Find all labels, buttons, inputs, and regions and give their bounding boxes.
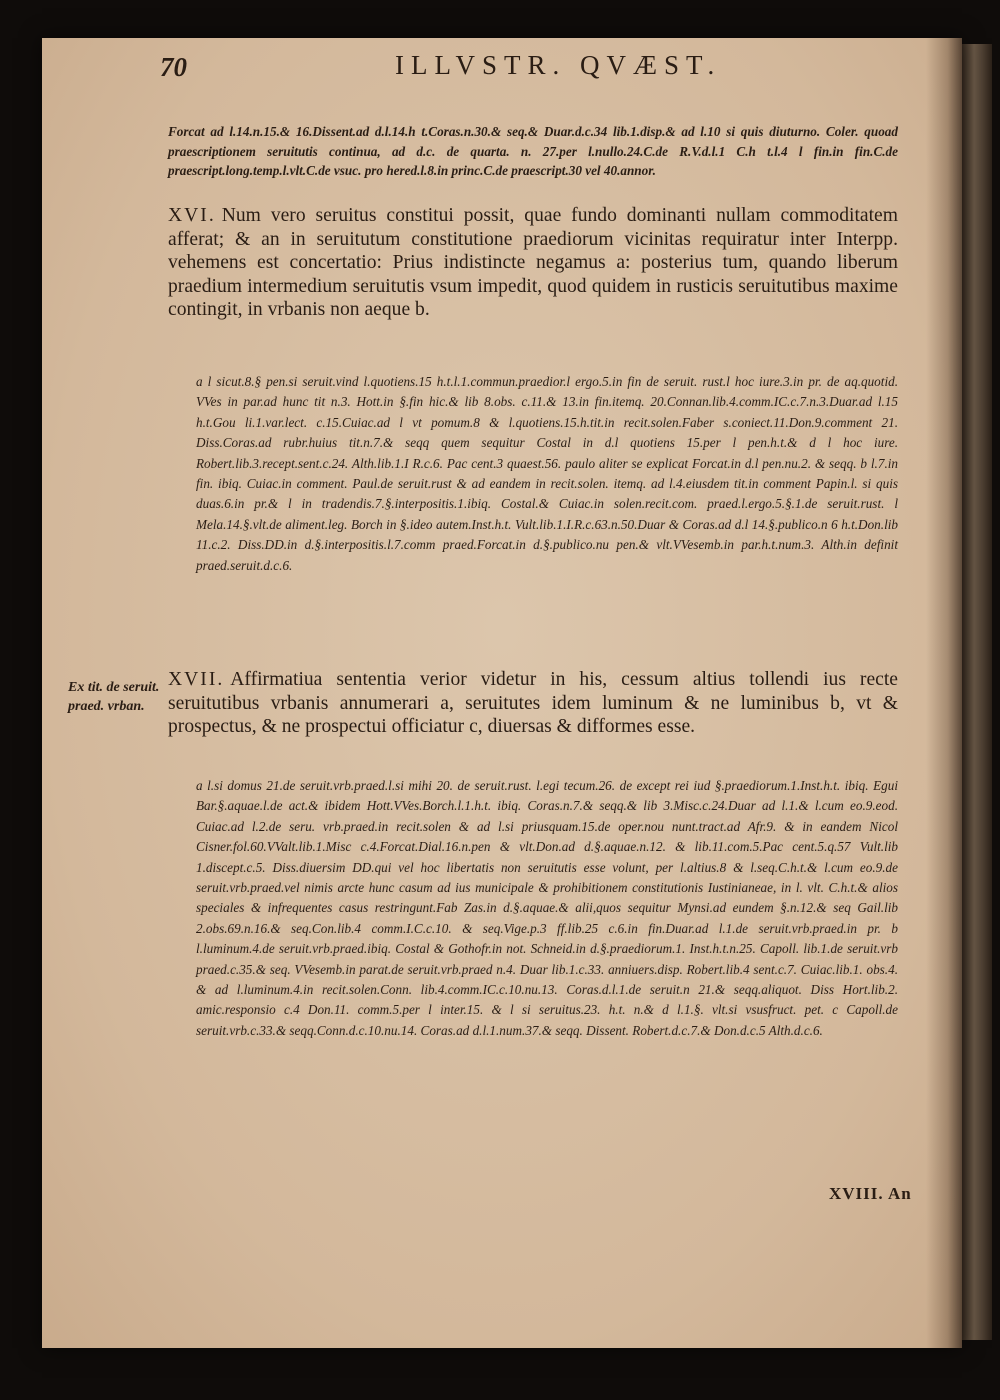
section-16-paragraph	[168, 204, 898, 322]
section-16	[168, 204, 898, 322]
continuation-notes: Forcat ad l.14.n.15.& 16.Dissent.ad d.l.14.h t.Coras.n.30.& seq.& Duar.d.c.34 lib.1.disp.& ad l.10 si quis diuturno. Coler. quoad praescriptionem seruitutis continua, ad d.c. de quarta. n. 27.per l.nullo.24.C.de R.V.d.l.1 C.h t.l.4 l fin.in fin.C.de praescript.long.temp.l.vlt.C.de vsuc. pro hered.l.8.in princ.C.de praescript.30 vel 40.annor.	[168, 124, 898, 179]
footnotes-16: a l sicut.8.§ pen.si seruit.vind l.quotiens.15 h.t.l.1.commun.praedior.l ergo.5.in fin de seruit. rust.l hoc iure.3.in pr. de aq.quotid. VVes in par.ad hunc tit n.3. Hott.in §.fin hic.& lib 8.obs. c.11.& 13.in fin.itemq. 20.Connan.lib.4.comm.IC.c.7.n.3.Duar.ad l.15 h.t.Gou li.1.var.lect. c.15.Cuiac.ad l vt pomum.8 & l.quotiens.15.h.tit.in recit.solen.Faber s.coniect.11.Don.9.comment 21. Diss.Coras.ad rubr.huius tit.n.7.& seqq quem sequitur Costal in d.l quotiens 15.per l pen.h.t.& d l hoc iure. Robert.lib.3.recept.sent.c.24. Alth.lib.1.I R.c.6. Pac cent.3 quaest.56. paulo aliter se explicat Forcat.in d.l pen.nu.2. & seqq. b l.7.in fin. ibiq. Cuiac.in comment. Paul.de seruit.rust & ad eandem in recit.solen. itemq. ad l.4.eiusdem tit.in comment Papin.l. si quis duas.6.in pr.& l in tradendis.7.§.interpositis.1.ibiq. Costal.& Cuiac.in solen.recit.com. praed.l.ergo.5.§.1.de seruit.rust. l Mela.14.§.vlt.de aliment.leg. Borch in §.ideo autem.Inst.h.t. Vult.lib.1.I.R.c.63.n.50.Duar & Coras.ad d.l 14.§.publico.n 6 h.t.Don.lib 11.c.2. Diss.DD.in d.§.interpositis.l.7.comm praed.Forcat.in d.§.publico.nu pen.& vlt.VVesemb.in par.h.t.num.3. Alth.in definit praed.seruit.d.c.6.	[196, 374, 898, 573]
footnotes-17: a l.si domus 21.de seruit.vrb.praed.l.si mihi 20. de seruit.rust. l.egi tecum.26. de except rei iud §.praediorum.1.Inst.h.t. ibiq. Egui Bar.§.aquae.l.de act.& ibidem Hott.VVes.Borch.l.1.h.t. ibiq. Coras.n.7.& seqq.& lib 3.Misc.c.24.Duar ad l.1.& l.cum eo.9.eod. Cuiac.ad l.2.de seru. vrb.praed.in recit.solen & ad l.si priusquam.15.de oper.nou nunt.tract.ad Afr.9. & in eandem Nicol Cisner.fol.60.VValt.lib.1.Misc c.4.Forcat.Dial.16.n.pen & vlt.Don.ad d.§.aquae.n.12. & lib.11.com.5.Pac cent.5.q.57 Vult.lib 1.discept.c.5. Diss.diuersim DD.qui vel hoc libertatis non seruitutis esse volunt, per l.altius.8 & l.seq.C.h.t.& l.cum eo.9.de seruit.vrb.praed.vel nimis arcte hunc casum ad ius municipale & prohibitionem constitutionis Iustinianeae, in l. vlt. C.h.t.& alios speciales & infrequentes casus restringunt.Fab Zas.in d.§.aquae.& alii,quos sequitur Mynsi.ad eundem §.n.12.& seq Gail.lib 2.obs.69.n.16.& seq.Con.lib.4 comm.I.C.c.10. & seq.Vige.p.3 ff.lib.25 c.6.in fin.Duar.ad l.1.de seruit.vrb.praed.in pr. b l.luminum.4.de seruit.vrb.praed.ibiq. Costal & Gothofr.in not. Schneid.in d.§.praediorum.1. Inst.h.t.n.25. Capoll. lib.1.de seruit.vrb praed.c.35.& seq. VVesemb.in parat.de seruit.vrb.praed n.4. Duar lib.1.c.33. anniuers.disp. Robert.lib.4 sent.c.7. Cuiac.lib.1. obs.4. & ad l.luminum.4.in recit.solen.Conn. lib.4.comm.IC.c.10.nu.13. Coras.d.l.1.de seruit.n 21.& seqq.aliquot. Diss Hort.lib.2. amic.responsio c.4 Don.11. comm.5.per l inter.15. & l si seruitus.23. h.t. n.& d l.1.§. vlt.si vsusfruct. pet. c Capoll.de seruit.vrb.c.33.& seqq.Conn.d.c.10.nu.14. Coras.ad d.l.1.num.37.& seqq. Dissent. Robert.d.c.7.& Don.d.c.5 Alth.d.c.6.	[196, 778, 898, 1038]
section-16-number: XVI.	[168, 205, 216, 226]
section-16-text: Num vero seruitus constitui possit, quae fundo dominanti nullam commoditatem afferat; & an in seruitutum constitutione praediorum vicinitas requiratur inter Interpp. vehemens est concertatio: Prius indistincte negamus a: posterius tum, quando liberum praedium intermedium seruitutis vsum impedit, quod quidem in rusticis seruitutibus maxime contingit, in vrbanis non aeque b.	[168, 205, 898, 321]
footnotes-16-block	[168, 372, 898, 576]
footnotes-17-block	[168, 776, 898, 1041]
continuation-notes-block	[168, 122, 898, 181]
book-edge	[962, 44, 992, 1340]
page-gutter-shadow	[926, 38, 962, 1348]
section-17-number: XVII.	[168, 669, 225, 690]
section-17-text: Affirmatiua sententia verior videtur in his, cessum altius tollendi ius recte seruitutibus vrbanis annumerari a, seruitutes idem luminum & ne luminibus b, vt & prospectus, & ne prospectui officiatur c, diuersas & difformes esse.	[168, 669, 898, 738]
section-17	[168, 668, 898, 739]
page-number: 70	[160, 52, 187, 82]
catchword: XVIII. An	[829, 1184, 912, 1203]
running-head: ILLVSTR. QVÆST.	[395, 50, 722, 80]
margin-note: Ex tit. de seruit. praed. vrban.	[68, 680, 160, 714]
page-header	[155, 44, 895, 84]
section-17-paragraph	[168, 668, 898, 739]
